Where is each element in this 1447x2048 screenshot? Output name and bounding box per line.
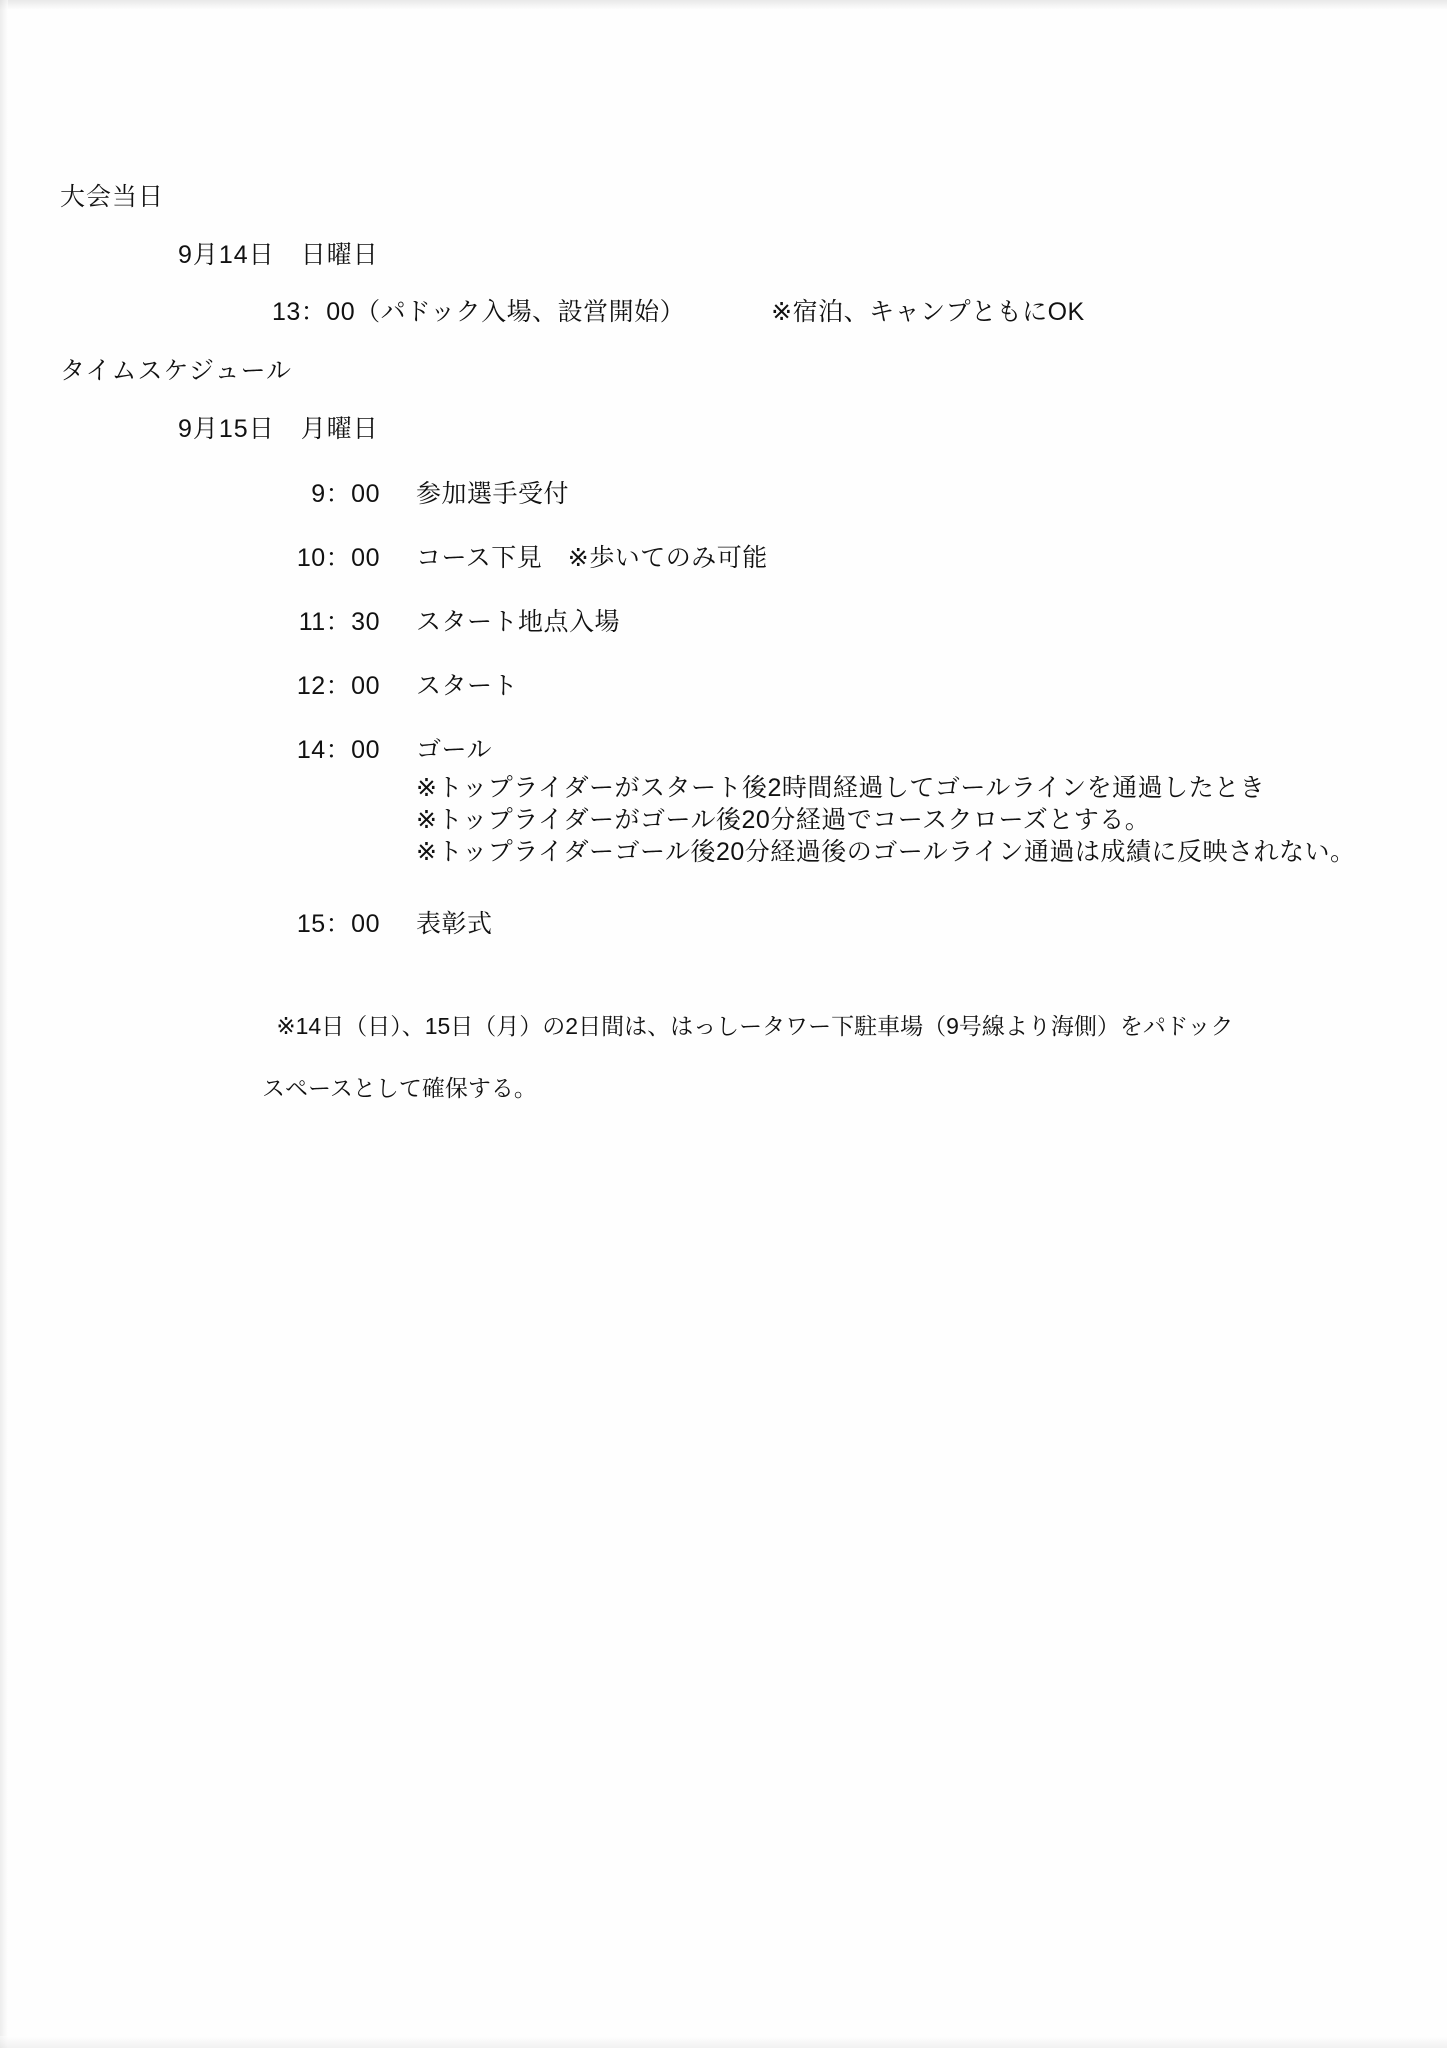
schedule-time: 9：00 <box>311 480 380 508</box>
paddock-footnote <box>238 980 1390 1166</box>
document-body <box>60 185 1390 1166</box>
schedule-time: 14：00 <box>296 736 380 764</box>
schedule-goal-block <box>380 730 1356 868</box>
spacer <box>60 896 1390 904</box>
schedule-label: コース下見 ※歩いてのみ可能 <box>416 544 768 572</box>
schedule-row <box>272 602 1390 638</box>
footnote-line-1: ※14日（日）、15日（月）の2日間は、はっしータワー下駐車場（9号線より海側）をパドック <box>276 1013 1234 1040</box>
event-day-date: 9月14日 日曜日 <box>178 241 379 269</box>
event-day-entry-row <box>272 300 1390 325</box>
schedule-row-goal <box>272 730 1390 868</box>
schedule-list <box>60 474 1390 940</box>
schedule-row <box>272 904 1390 940</box>
schedule-date: 9月15日 月曜日 <box>178 415 379 443</box>
schedule-label: 表彰式 <box>416 910 493 938</box>
schedule-label: ゴール <box>416 736 493 764</box>
schedule-time: 15：00 <box>296 910 380 938</box>
goal-note: ※トップライダーがスタート後2時間経過してゴールラインを通過したとき <box>416 774 1266 802</box>
scan-edge-left <box>0 0 8 2048</box>
schedule-label: スタート地点入場 <box>416 608 621 636</box>
schedule-label: 参加選手受付 <box>416 480 570 508</box>
footnote-line-2: スペースとして確保する。 <box>262 1075 537 1102</box>
schedule-row <box>272 474 1390 510</box>
scan-edge-top <box>0 0 1447 10</box>
section-heading-time-schedule: タイムスケジュール <box>60 357 293 385</box>
schedule-goal-notes <box>380 772 1356 868</box>
schedule-time: 12：00 <box>296 672 380 700</box>
schedule-time: 10：00 <box>296 544 380 572</box>
event-day-entry-time: 13：00（パドック入場、設営開始） <box>272 298 686 326</box>
schedule-row <box>272 538 1390 574</box>
goal-note: ※トップライダーゴール後20分経過後のゴールライン通過は成績に反映されない。 <box>416 838 1356 866</box>
event-day-entry-note: ※宿泊、キャンプともにOK <box>771 298 1085 326</box>
goal-note: ※トップライダーがゴール後20分経過でコースクローズとする。 <box>416 806 1151 834</box>
schedule-label: スタート <box>416 672 519 700</box>
schedule-row <box>272 666 1390 702</box>
section-heading-event-day: 大会当日 <box>60 183 165 211</box>
scan-edge-bottom <box>0 2036 1447 2048</box>
schedule-time: 11：30 <box>298 608 380 636</box>
